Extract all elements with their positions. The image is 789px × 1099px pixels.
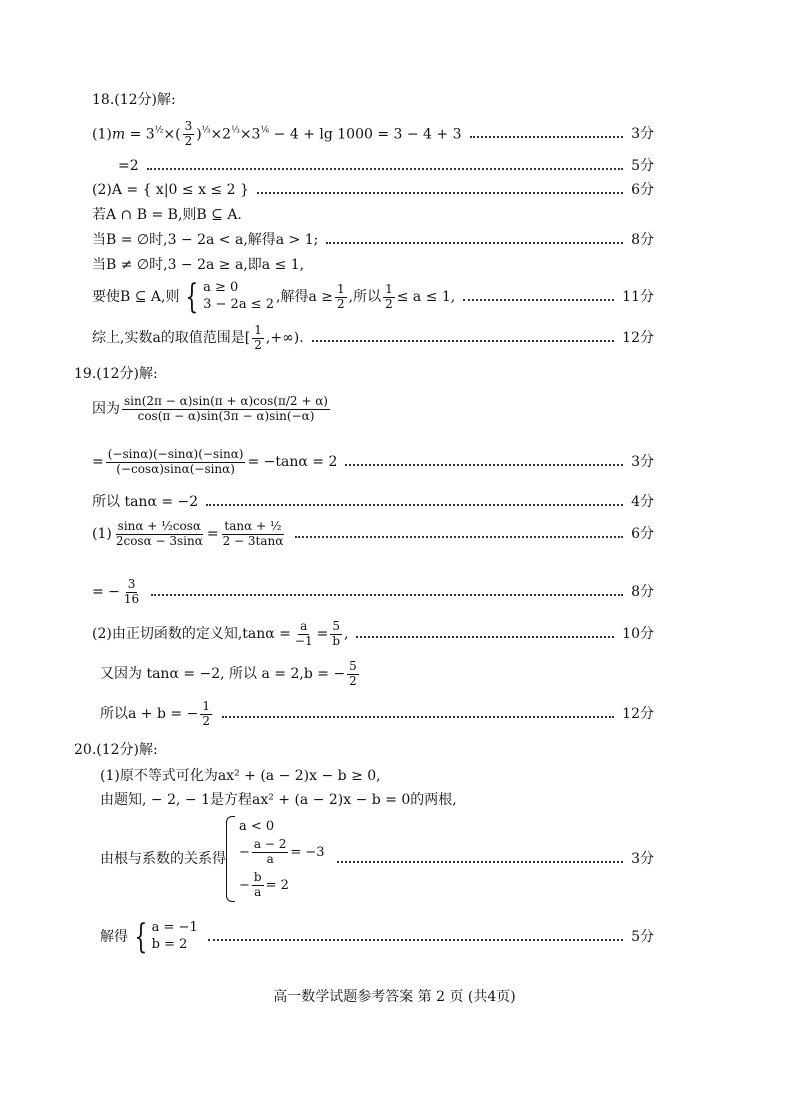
q18-line3: (2)A = { x|0 ≤ x ≤ 2 } 6分 xyxy=(92,182,654,198)
q19-line2: = $\frac{(-\sin\alpha)(-\sin\alpha)(-\sin\alpha)}{(-\cos\alpha)\sin\alpha(-\sin\alpha)}$ = −tanα = 2 3分 xyxy=(92,447,654,476)
q19-header: 19.(12分)解: xyxy=(74,366,158,382)
q19-line5: = − $\frac{3}{16}$ 8分 xyxy=(92,577,654,606)
q18-line1-score: 3分 xyxy=(631,125,654,142)
q19-line8: 所以a + b = − $\frac{1}{2}$ 12分 xyxy=(100,699,654,728)
q20-result: { a = −1 b = 2 xyxy=(134,917,198,957)
q19-line1: 因为 $\frac{\sin(2\pi - \alpha)\sin(\pi + \alpha)\cos(\pi/2 + \alpha)}{\cos(\pi - \alpha)\sin(3\pi - \alpha)\sin(-\alpha)}$ xyxy=(92,394,328,423)
q18-line6: 当B ≠ ∅时,3 − 2a ≥ a,即a ≤ 1, xyxy=(92,257,305,273)
q19-line7: 又因为 tanα = −2, 所以 a = 2,b = − $\frac{5}{2}$ xyxy=(100,659,357,688)
q18-line7: 要使B ⊆ A,则 { a ≥ 0 3 − 2a ≤ 2 ,解得a ≥ $\frac{1}{2}$ ,所以 $\frac{1}{2}$ ≤ a ≤ 1, 11分 xyxy=(92,277,654,317)
q18-header: 18.(12分)解: xyxy=(92,92,176,108)
q20-line2: 由题知, − 2, − 1是方程ax² + (a − 2)x − b = 0的两根, xyxy=(100,792,457,808)
q19-line3: 所以 tanα = −2 4分 xyxy=(92,494,654,510)
q18-line1 xyxy=(92,120,654,149)
q20-line3: 由根与系数的关系得 a < 0 − $\frac{a - 2}{a}$ = −3 − $\frac{b}{a}$ = 2 3分 xyxy=(100,816,654,902)
q18-line5: 当B = ∅时,3 − 2a < a,解得a > 1; 8分 xyxy=(92,232,654,248)
q19-line6: (2)由正切函数的定义知,tanα = $\frac{a}{-1}$ = $\frac{5}{b}$ , 10分 xyxy=(92,619,654,648)
q18-line4: 若A ∩ B = B,则B ⊆ A. xyxy=(92,207,242,223)
q20-line1: (1)原不等式可化为ax² + (a − 2)x − b ≥ 0, xyxy=(100,768,381,784)
page-footer: 高一数学试题参考答案 第 2 页 (共4页) xyxy=(273,989,516,1005)
q20-system: a < 0 − $\frac{a - 2}{a}$ = −3 − $\frac{b}{a}$ = 2 xyxy=(226,816,325,902)
q20-line4: 解得 { a = −1 b = 2 5分 xyxy=(100,917,654,957)
q18-line2: =2 5分 xyxy=(118,158,654,174)
q18-system: { a ≥ 0 3 − 2a ≤ 2 xyxy=(185,277,275,317)
q19-line4: (1) $\frac{\text{sinα + ½cosα}}{2\cos\alpha - 3\sin\alpha}$ = $\frac{\text{tanα + ½}}{2 - 3\tan\alpha}$ 6分 xyxy=(92,519,654,548)
q18-line1-text: $(1)m = 3^{\frac{1}{2}}\times$( $\frac{3}{2}$ )$^{\frac{1}{3}}\times 2^{\frac{1}{3}}\times 3^{\frac{1}{6}} - 4 + \lg 1000 = 3 - 4 + 3$ xyxy=(92,119,462,148)
q20-header: 20.(12分)解: xyxy=(74,742,158,758)
q18-line8: 综上,实数a的取值范围是[ $\frac{1}{2}$ ,+∞). 12分 xyxy=(92,323,654,352)
